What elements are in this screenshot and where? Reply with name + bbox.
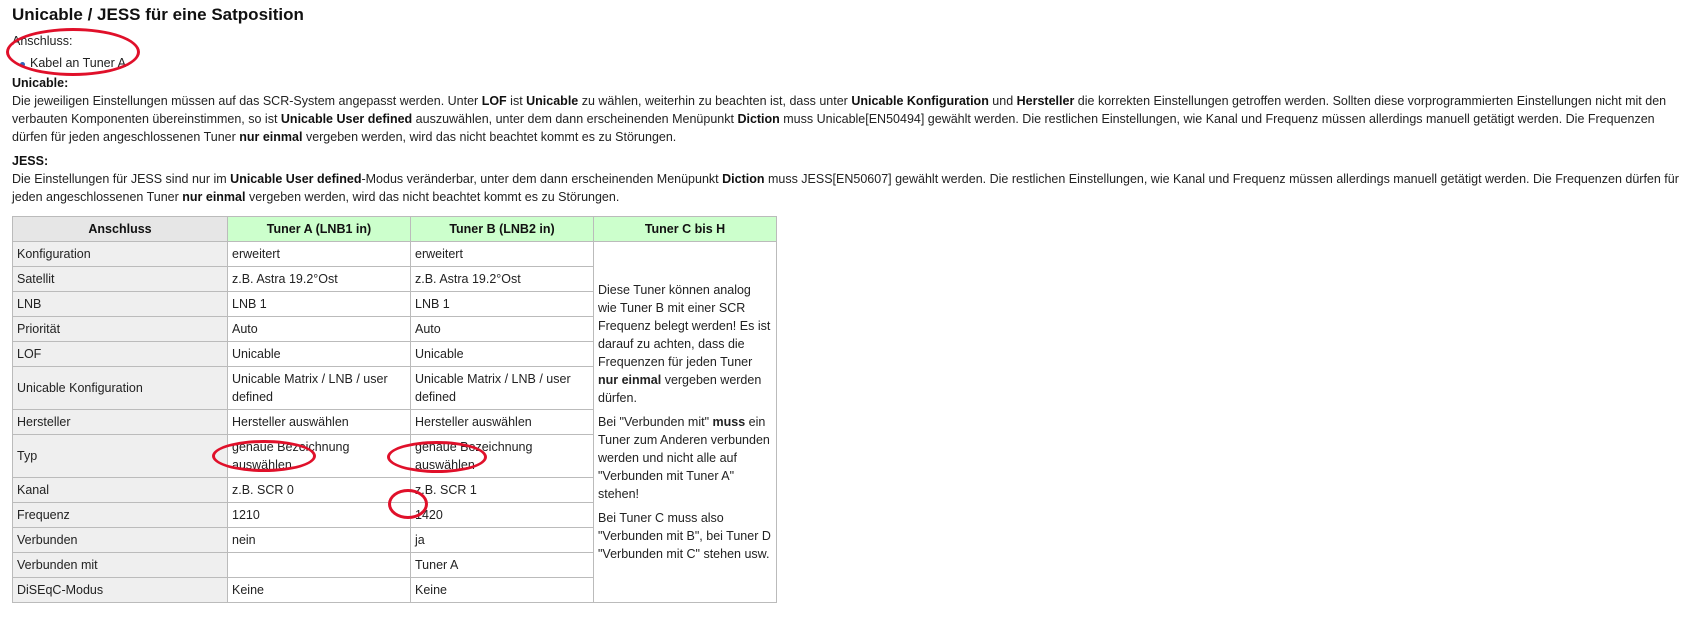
cell-tuner-a: LNB 1 xyxy=(228,292,411,317)
cell-tuner-b: Unicable Matrix / LNB / user defined xyxy=(411,367,594,410)
row-label: Priorität xyxy=(13,317,228,342)
cell-tuner-b: ja xyxy=(411,528,594,553)
header-anschluss: Anschluss xyxy=(13,217,228,242)
notes-paragraph: Bei Tuner C muss also "Verbunden mit B", bei Tuner D "Verbunden mit C" stehen usw. xyxy=(598,511,771,561)
cell-tuner-a xyxy=(228,553,411,578)
row-label: Unicable Konfiguration xyxy=(13,367,228,410)
cell-tuner-a: Keine xyxy=(228,578,411,603)
cell-tuner-b: Keine xyxy=(411,578,594,603)
row-label: LNB xyxy=(13,292,228,317)
header-tuner-c-h: Tuner C bis H xyxy=(594,217,777,242)
cell-tuner-a: Hersteller auswählen xyxy=(228,410,411,435)
cell-tuner-b: z.B. Astra 19.2°Ost xyxy=(411,267,594,292)
notes-paragraph: Bei "Verbunden mit" muss ein Tuner zum Anderen verbunden werden und nicht alle auf "Verbunden mit Tuner A" stehen! xyxy=(598,415,770,501)
row-label: Frequenz xyxy=(13,503,228,528)
jess-heading: JESS: xyxy=(12,154,49,168)
tuner-c-h-notes xyxy=(594,242,777,603)
cell-tuner-a: nein xyxy=(228,528,411,553)
row-label: Konfiguration xyxy=(13,242,228,267)
row-label: LOF xyxy=(13,342,228,367)
anschluss-label: Anschluss: xyxy=(12,34,73,48)
row-label: Typ xyxy=(13,435,228,478)
header-tuner-a: Tuner A (LNB1 in) xyxy=(228,217,411,242)
unicable-paragraph: Die jeweiligen Einstellungen müssen auf das SCR-System angepasst werden. Unter LOF ist Unicable zu wählen, weiterhin zu beachten ist, dass unter Unicable Konfiguration und Hersteller die korrekten Einstellungen getroffen werden. Sollten diese vorprogrammierten Einstellungen nicht mit den verbauten Komponenten übereinstimmen, so ist Unicable User defined auszuwählen, unter dem dann erscheinenden Menüpunkt Diction muss Unicable[EN50494] gewählt werden. Die restlichen Einstellungen, wie Kanal und Frequenz müssen allerdings manuell getätigt werden. Die Frequenzen dürfen für jeden angeschlossenen Tuner nur einmal vergeben werden, wird das nicht beachtet kommt es zu Störungen. xyxy=(12,94,1667,144)
cell-tuner-b: LNB 1 xyxy=(411,292,594,317)
unicable-heading: Unicable: xyxy=(12,76,69,90)
row-label: Verbunden xyxy=(13,528,228,553)
cell-tuner-b: z.B. SCR 1 xyxy=(411,478,594,503)
page-title: Unicable / JESS für eine Satposition xyxy=(12,5,304,24)
cell-tuner-a: Unicable xyxy=(228,342,411,367)
cell-tuner-b: Unicable xyxy=(411,342,594,367)
cell-tuner-b: 1420 xyxy=(411,503,594,528)
list-item: Kabel an Tuner A xyxy=(20,54,1692,72)
cell-tuner-b: erweitert xyxy=(411,242,594,267)
cell-tuner-a: z.B. Astra 19.2°Ost xyxy=(228,267,411,292)
cell-tuner-b: Auto xyxy=(411,317,594,342)
cell-tuner-a: z.B. SCR 0 xyxy=(228,478,411,503)
cell-tuner-b: Tuner A xyxy=(411,553,594,578)
jess-paragraph: Die Einstellungen für JESS sind nur im Unicable User defined-Modus veränderbar, unter dem dann erscheinenden Menüpunkt Diction muss JESS[EN50607] gewählt werden. Die restlichen Einstellungen, wie Kanal und Frequenz müssen allerdings manuell getätigt werden. Die Frequenzen dürfen für jeden angeschlossenen Tuner nur einmal vergeben werden, wird das nicht beachtet kommt es zu Störungen. xyxy=(12,172,1679,204)
row-label: Satellit xyxy=(13,267,228,292)
header-tuner-b: Tuner B (LNB2 in) xyxy=(411,217,594,242)
row-label: Hersteller xyxy=(13,410,228,435)
cell-tuner-b: Hersteller auswählen xyxy=(411,410,594,435)
settings-table xyxy=(12,216,777,603)
cell-tuner-a: erweitert xyxy=(228,242,411,267)
cell-tuner-a: Unicable Matrix / LNB / user defined xyxy=(228,367,411,410)
table-row xyxy=(13,242,777,267)
article-content xyxy=(12,4,1692,603)
cell-tuner-a: genaue Bezeichnung auswählen xyxy=(228,435,411,478)
cell-tuner-a: 1210 xyxy=(228,503,411,528)
row-label: Kanal xyxy=(13,478,228,503)
row-label: DiSEqC-Modus xyxy=(13,578,228,603)
row-label: Verbunden mit xyxy=(13,553,228,578)
notes-paragraph: Diese Tuner können analog wie Tuner B mit einer SCR Frequenz belegt werden! Es ist darauf zu achten, dass die Frequenzen für jeden Tuner nur einmal vergeben werden dürfen. xyxy=(598,283,771,405)
cell-tuner-b: genaue Bezeichnung auswählen xyxy=(411,435,594,478)
anschluss-list xyxy=(12,54,1692,72)
cell-tuner-a: Auto xyxy=(228,317,411,342)
table-header-row xyxy=(13,217,777,242)
